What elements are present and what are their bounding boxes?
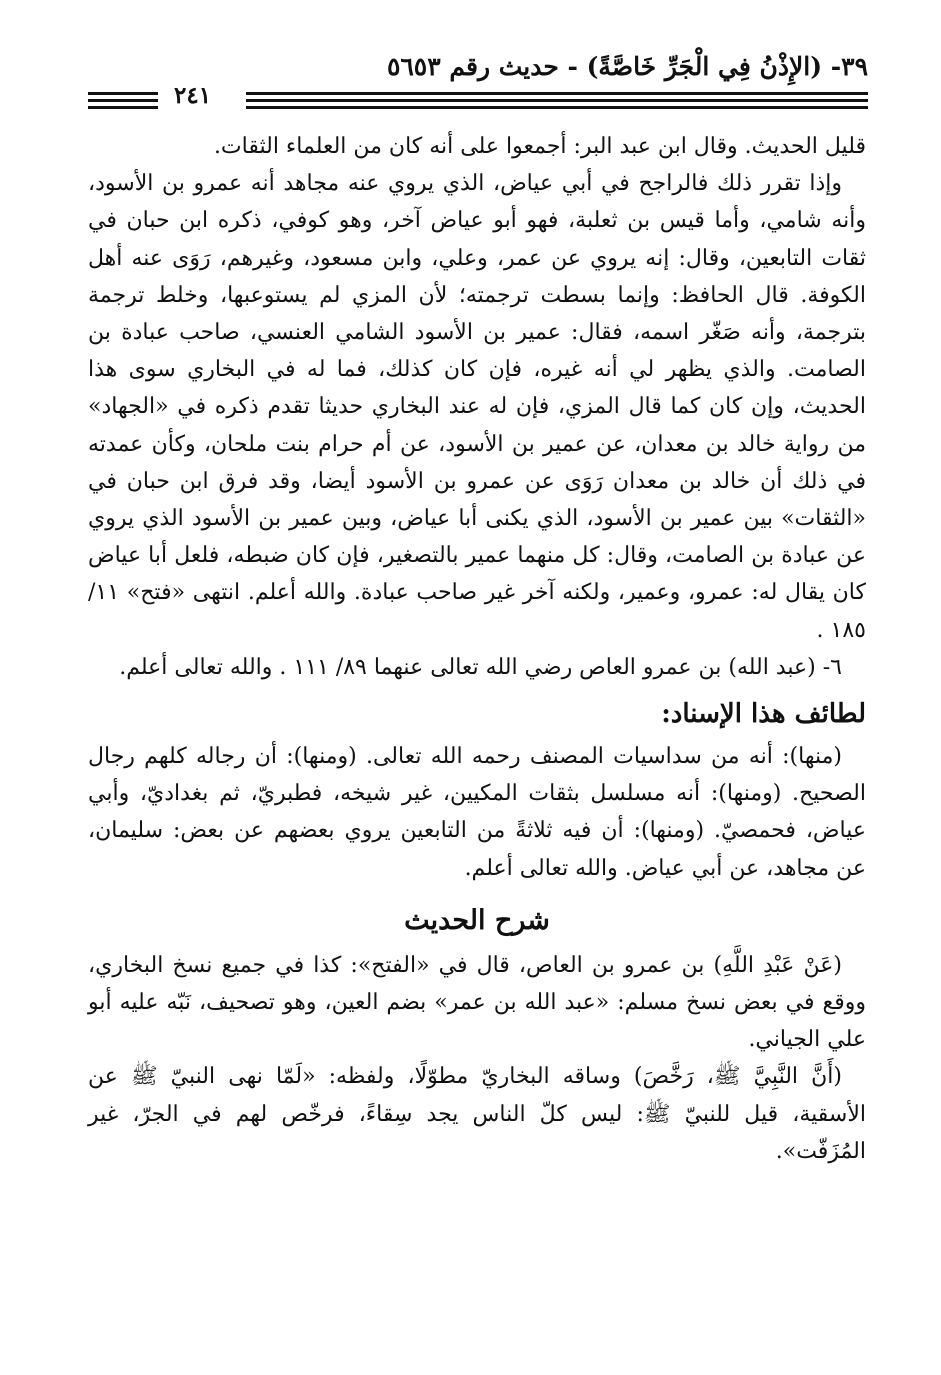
paragraph-abu-iyad: وإذا تقرر ذلك فالراجح في أبي عياض، الذي يروي عنه مجاهد أنه عمرو بن الأسود، وأنه شامي، وأما قيس بن ثعلبة، فهو أبو عياض آخر، وهو كوفي، ذكره ابن حبان في ثقات التابعين، وقال: إنه يروي عن عمر، وعلي، وابن مسعود، وغيرهم، رَوَى عنه أهل الكوفة. قال الحافظ: وإنما بسطت ترجمته؛ لأن المزي لم يستوعبها، وخلط ترجمة بترجمة، وأنه صَغّر اسمه، فقال: عمير بن الأسود الشامي العنسي، صاحب عبادة بن الصامت. والذي يظهر لي أنه غيره، فإن كان كذلك، فما له في البخاري سوى هذا الحديث، وإن كان كما قال المزي، فإن له عند البخاري حديثا تقدم ذكره في «الجهاد» من رواية خالد بن معدان، عن عمير بن الأسود، عن أم حرام بنت ملحان، وكأن عمدته في ذلك أن خالد بن معدان رَوَى عن عمرو بن الأسود أيضا، وقد فرق ابن حبان في «الثقات» بين عمير بن الأسود، الذي يكنى أبا عياض، وبين عمير بن الأسود الذي يروي عن عبادة بن الصامت، وقال: كل منهما عمير بالتصغير، فإن كان ضبطه، فلعل أبا عياض كان يقال له: عمرو، وعمير، ولكنه آخر غير صاحب عبادة. والله أعلم. انتهى «فتح» ١١/ ١٨٥ .: [88, 171, 866, 643]
page-content: [88, 128, 866, 1170]
page-number: ٢٤١: [166, 82, 219, 109]
header-title: ٣٩- (الإِذْنُ فِي الْجَرِّ خَاصَّةً) - حديث رقم ٥٦٥٣: [386, 52, 868, 81]
paragraph-narrator-6: ٦- (عبد الله) بن عمرو العاص رضي الله تعالى عنهما ٨٩/ ١١١ . والله تعالى أعلم.: [119, 654, 842, 680]
paragraph-continuation: قليل الحديث. وقال ابن عبد البر: أجمعوا على أنه كان من العلماء الثقات.: [213, 134, 866, 159]
section-heading-isnad: لطائف هذا الإسناد:: [661, 699, 866, 730]
section-heading-sharh: شرح الحديث: [404, 904, 550, 936]
paragraph-sharh-1: (عَنْ عَبْدِ اللَّهِ) بن عمرو بن العاص، قال في «الفتح»: كذا في جميع نسخ البخاري، ووقع في بعض نسخ مسلم: «عبد الله بن عمر» بضم العين، وهو تصحيف، نَبّه عليه أبو علي الجياني.: [88, 952, 866, 1053]
paragraph-isnad-notes: (منها): أنه من سداسيات المصنف رحمه الله تعالى. (ومنها): أن رجاله كلهم رجال الصحيح. (ومنها): أنه مسلسل بثقات المكيين، غير شيخه، فطبريّ، ثم بغداديّ، وأبي عياض، فحمصيّ. (ومنها): أن فيه ثلاثةً من التابعين يروي بعضهم عن بعض: سليمان، عن مجاهد، عن أبي عياض. والله تعالى أعلم.: [88, 744, 866, 881]
page-header: [88, 52, 868, 110]
paragraph-sharh-2: (أَنَّ النَّبِيَّ ﷺ، رَخَّصَ) وساقه البخاريّ مطوّلًا، ولفظه: «لَمّا نهى النبيّ ﷺ عن الأسقية، قيل للنبيّ ﷺ: ليس كلّ الناس يجد سِقاءً، فرخّص لهم في الجرّ، غير المُزَفّت».: [88, 1064, 866, 1164]
